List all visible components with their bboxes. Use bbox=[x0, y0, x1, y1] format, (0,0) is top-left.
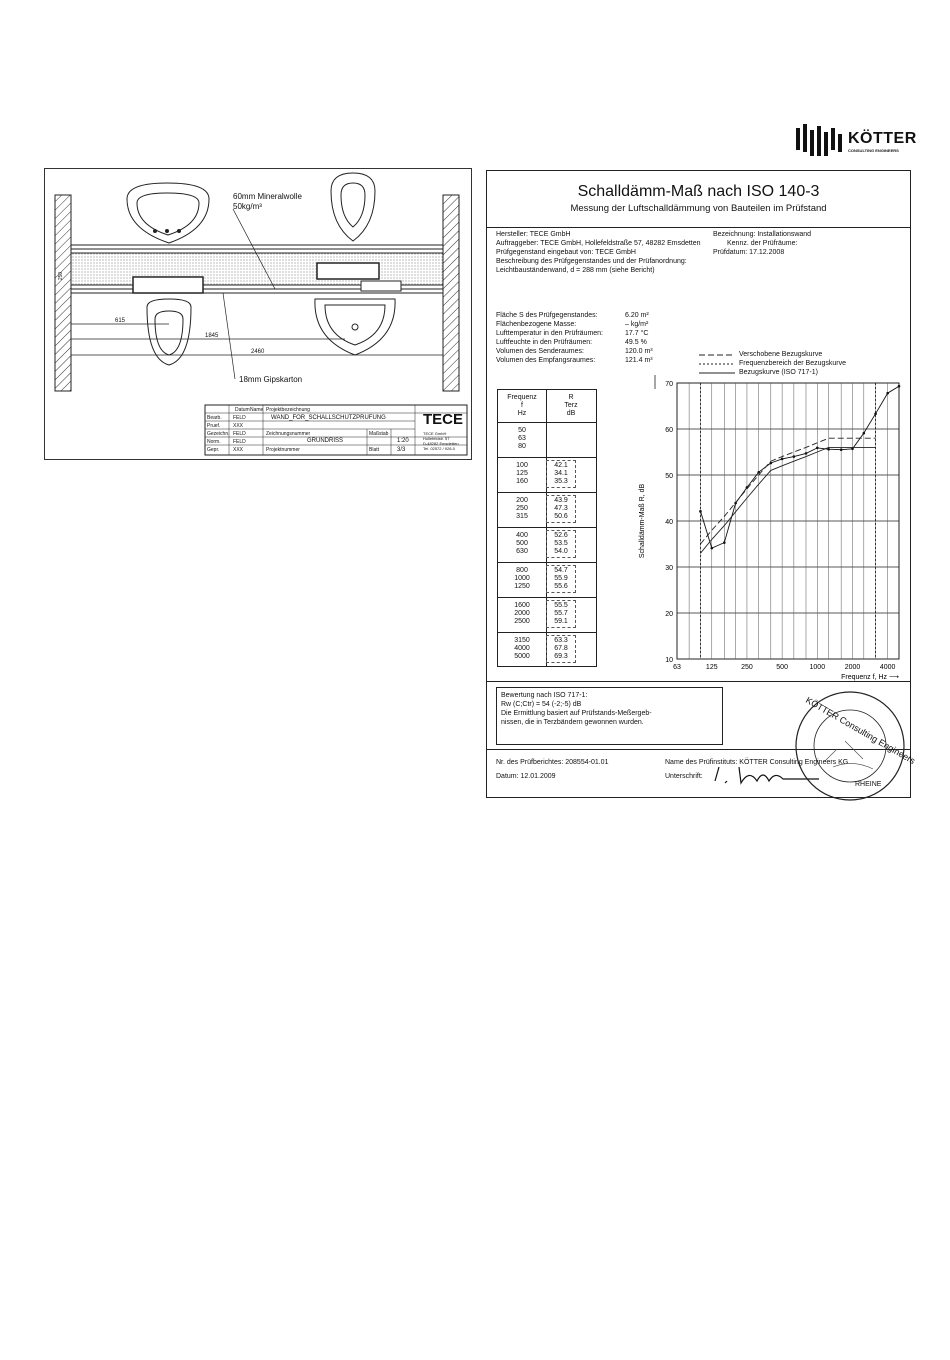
label-mineral-wool-density: 50kg/m³ bbox=[233, 202, 262, 211]
freq-cell: 800 bbox=[516, 567, 528, 574]
value-cell: 55.7 bbox=[554, 610, 568, 617]
test-report bbox=[486, 170, 917, 798]
y-tick-label: 70 bbox=[665, 381, 673, 388]
left-wall bbox=[55, 195, 71, 391]
data-point bbox=[886, 392, 889, 395]
freq-cell: 160 bbox=[516, 478, 528, 485]
data-point bbox=[793, 455, 796, 458]
x-tick-label: 2000 bbox=[844, 664, 861, 671]
bewertung-box bbox=[496, 687, 723, 745]
param-label: Luftfeuchte in den Prüfräumen: bbox=[496, 339, 593, 346]
bewertung-4: nissen, die in Terzbändern gewonnen wurden. bbox=[501, 719, 644, 726]
x-tick-label: 1000 bbox=[809, 664, 826, 671]
y-tick-label: 30 bbox=[665, 565, 673, 572]
value-cell: 42.1 bbox=[554, 462, 568, 469]
beschreibung-2: Leichtbauständerwand, d = 288 mm (siehe Bericht) bbox=[496, 267, 655, 274]
right-wall bbox=[443, 195, 459, 391]
value-cell: 43.9 bbox=[554, 497, 568, 504]
value-cell: 34.1 bbox=[554, 470, 568, 477]
tb-addr1: TECE GmbH bbox=[423, 431, 447, 436]
value-cell: 55.9 bbox=[554, 575, 568, 582]
tb-row2-name: XXX bbox=[233, 423, 244, 429]
value-cell: 63.3 bbox=[554, 637, 568, 644]
freq-cell: 125 bbox=[516, 470, 528, 477]
th-freq-2: f bbox=[521, 402, 523, 409]
koetter-logo bbox=[794, 120, 944, 160]
y-axis-label: Schalldämm-Maß R, dB bbox=[639, 483, 646, 559]
value-cell: 53.5 bbox=[554, 540, 568, 547]
wc-top bbox=[331, 173, 375, 241]
y-tick-label: 60 bbox=[665, 427, 673, 434]
dim-2460: 2460 bbox=[251, 349, 265, 355]
tb-row1-label: Bearb. bbox=[207, 415, 222, 421]
dim-1845: 1845 bbox=[205, 333, 219, 339]
x-tick-label: 125 bbox=[705, 664, 718, 671]
th-freq-1: Frequenz bbox=[507, 394, 537, 401]
legend-range: Frequenzbereich der Bezugskurve bbox=[739, 360, 847, 367]
tb-proj-label: Projektbezeichnung bbox=[266, 407, 310, 413]
value-cell: 55.5 bbox=[554, 602, 568, 609]
freq-cell: 500 bbox=[516, 540, 528, 547]
freq-cell: 3150 bbox=[514, 637, 530, 644]
tb-blatt-label: Blatt bbox=[369, 447, 380, 453]
bewertung-2: Rw (C;Ctr) = 54 (-2;-5) dB bbox=[501, 701, 582, 708]
freq-cell: 400 bbox=[516, 532, 528, 539]
tece-logo: TECE bbox=[423, 411, 464, 428]
signature-label: Unterschrift: bbox=[665, 773, 703, 780]
stamp-text: KÖTTER Consulting Engineers bbox=[804, 695, 917, 766]
y-tick-label: 20 bbox=[665, 611, 673, 618]
th-r-2: Terz bbox=[564, 402, 578, 409]
tb-massstab-value: 1:20 bbox=[397, 438, 409, 444]
freq-cell: 80 bbox=[518, 443, 526, 450]
x-axis-label: Frequenz f, Hz ⟶ bbox=[841, 674, 899, 681]
freq-cell: 2500 bbox=[514, 618, 530, 625]
koetter-logo-sub: CONSULTING ENGINEERS bbox=[848, 148, 899, 153]
sound-reduction-chart bbox=[487, 171, 910, 691]
data-point bbox=[710, 547, 713, 550]
tb-row1-name: FELD bbox=[233, 415, 246, 421]
freq-cell: 630 bbox=[516, 548, 528, 555]
stamp-city: RHEINE bbox=[855, 781, 882, 788]
y-tick-label: 40 bbox=[665, 519, 673, 526]
data-point bbox=[840, 448, 843, 451]
koetter-logo-bars-icon bbox=[794, 120, 846, 158]
tb-addr3: D-48282 Emsdetten bbox=[423, 441, 459, 446]
freq-cell: 50 bbox=[518, 427, 526, 434]
value-cell: 54.7 bbox=[554, 567, 568, 574]
series-line bbox=[701, 438, 876, 544]
param-label: Flächenbezogene Masse: bbox=[496, 321, 577, 328]
value-cell: 55.6 bbox=[554, 583, 568, 590]
freq-cell: 4000 bbox=[514, 645, 530, 652]
th-freq-3: Hz bbox=[517, 410, 527, 417]
tb-massstab-label: Maßstab bbox=[369, 431, 389, 437]
tb-row4-name: FELD bbox=[233, 439, 246, 445]
institute-name: Name des Prüfinstituts: KÖTTER Consulting Engineers KG bbox=[665, 759, 849, 766]
tb-row2-label: Pruef. bbox=[207, 423, 221, 429]
value-cell: 54.0 bbox=[554, 548, 568, 555]
tb-row5-name: XXX bbox=[233, 447, 244, 453]
param-value: 6.20 m² bbox=[625, 312, 649, 319]
label-gypsum: 18mm Gipskarton bbox=[239, 375, 303, 384]
tb-row4-label: Norm. bbox=[207, 439, 221, 445]
param-label: Fläche S des Prüfgegenstandes: bbox=[496, 312, 598, 319]
value-cell: 59.1 bbox=[554, 618, 568, 625]
legend-reference: Bezugskurve (ISO 717-1) bbox=[739, 369, 818, 376]
tb-addr4: Tel. 02572 / 928-0 bbox=[423, 446, 456, 451]
value-cell: 69.3 bbox=[554, 653, 568, 660]
series-line bbox=[701, 386, 900, 548]
freq-cell: 250 bbox=[516, 505, 528, 512]
tb-row3-name: FELD bbox=[233, 431, 246, 437]
param-value: 17.7 °C bbox=[625, 330, 649, 337]
hersteller: Hersteller: TECE GmbH bbox=[496, 231, 571, 238]
freq-cell: 1250 bbox=[514, 583, 530, 590]
freq-cell: 100 bbox=[516, 462, 528, 469]
report-title: Schalldämm-Maß nach ISO 140-3 bbox=[577, 183, 820, 200]
floor-plan-drawing bbox=[44, 168, 472, 460]
data-point bbox=[863, 432, 866, 435]
label-mineral-wool: 60mm Mineralwolle bbox=[233, 192, 302, 201]
data-point bbox=[827, 448, 830, 451]
value-cell: 50.6 bbox=[554, 513, 568, 520]
freq-cell: 63 bbox=[518, 435, 526, 442]
param-label: Lufttemperatur in den Prüfräumen: bbox=[496, 330, 604, 337]
param-value: – kg/m² bbox=[625, 321, 649, 328]
x-tick-label: 4000 bbox=[879, 664, 896, 671]
value-cell: 47.3 bbox=[554, 505, 568, 512]
data-point bbox=[723, 541, 726, 544]
param-label: Volumen des Senderaumes: bbox=[496, 348, 584, 355]
value-cell: 67.8 bbox=[554, 645, 568, 652]
floor-plan-graphic bbox=[45, 169, 471, 459]
tb-row5-label: Gepr. bbox=[207, 447, 220, 453]
freq-cell: 1000 bbox=[514, 575, 530, 582]
tb-projnr-label: Projektnummer bbox=[266, 447, 300, 453]
bewertung-1: Bewertung nach ISO 717-1: bbox=[501, 692, 588, 699]
report-date: Datum: 12.01.2009 bbox=[496, 773, 556, 780]
koetter-logo-text: KÖTTER bbox=[848, 130, 917, 147]
value-cell: 52.6 bbox=[554, 532, 568, 539]
freq-cell: 1600 bbox=[514, 602, 530, 609]
data-point bbox=[757, 471, 760, 474]
washbasin-bottom bbox=[315, 299, 395, 355]
series-line bbox=[701, 447, 876, 553]
param-value: 120.0 m³ bbox=[625, 348, 653, 355]
y-tick-label: 50 bbox=[665, 473, 673, 480]
dim-side: 250 bbox=[58, 271, 65, 281]
x-tick-label: 500 bbox=[776, 664, 788, 671]
tb-addr2: Hollefeldstr. 57 bbox=[423, 436, 450, 441]
param-value: 49.5 % bbox=[625, 339, 647, 346]
x-tick-label: 63 bbox=[673, 664, 681, 671]
tb-zeich-label: Zeichnungsnummer bbox=[266, 431, 311, 437]
freq-cell: 2000 bbox=[514, 610, 530, 617]
report-subtitle: Messung der Luftschalldämmung von Bauteilen im Prüfstand bbox=[570, 203, 827, 214]
data-point bbox=[805, 452, 808, 455]
tb-blatt-value: 3/3 bbox=[397, 447, 406, 453]
x-tick-label: 250 bbox=[741, 664, 753, 671]
th-r-1: R bbox=[568, 394, 574, 401]
data-point bbox=[816, 447, 819, 450]
tb-header-datum: Datum bbox=[235, 407, 250, 413]
kennz-pruefraeume: Kennz. der Prüfräume: bbox=[727, 240, 798, 247]
freq-cell: 200 bbox=[516, 497, 528, 504]
pruefgegenstand: Prüfgegenstand eingebaut von: TECE GmbH bbox=[496, 249, 636, 256]
legend-shifted: Verschobene Bezugskurve bbox=[739, 351, 823, 358]
data-point bbox=[898, 385, 901, 388]
data-point bbox=[770, 462, 773, 465]
th-r-3: dB bbox=[566, 410, 576, 417]
auftraggeber: Auftraggeber: TECE GmbH, Hollefeldstraße 57, 48282 Emsdetten bbox=[496, 240, 701, 247]
dim-615: 615 bbox=[115, 318, 126, 324]
official-stamp bbox=[793, 689, 917, 803]
data-point bbox=[699, 510, 702, 513]
washbasin-top bbox=[127, 183, 209, 243]
bezeichnung: Bezeichnung: Installationswand bbox=[713, 231, 812, 238]
tb-header-name: Name bbox=[250, 407, 264, 413]
freq-cell: 315 bbox=[516, 513, 528, 520]
mineral-wool-layer bbox=[71, 253, 443, 285]
bewertung-3: Die Ermittlung basiert auf Prüfstands-Meßergeb- bbox=[501, 710, 652, 717]
data-point bbox=[781, 458, 784, 461]
data-point bbox=[851, 447, 854, 450]
tb-zeich-value: GRUNDRISS bbox=[307, 438, 344, 444]
param-value: 121.4 m³ bbox=[625, 357, 653, 364]
report-number: Nr. des Prüfberichtes: 208554-01.01 bbox=[496, 759, 609, 766]
tb-row3-label: Gezeichn. bbox=[207, 431, 230, 437]
tb-proj-value: WAND_FOR_SCHALLSCHUTZPRUFUNG bbox=[271, 415, 386, 421]
data-point bbox=[874, 413, 877, 416]
value-cell: 35.3 bbox=[554, 478, 568, 485]
pruefdatum: Prüfdatum: 17.12.2008 bbox=[713, 249, 785, 256]
param-label: Volumen des Empfangsraumes: bbox=[496, 357, 596, 364]
beschreibung-1: Beschreibung des Prüfgegenstandes und der Prüfanordnung: bbox=[496, 258, 687, 265]
freq-cell: 5000 bbox=[514, 653, 530, 660]
y-tick-label: 10 bbox=[665, 657, 673, 664]
